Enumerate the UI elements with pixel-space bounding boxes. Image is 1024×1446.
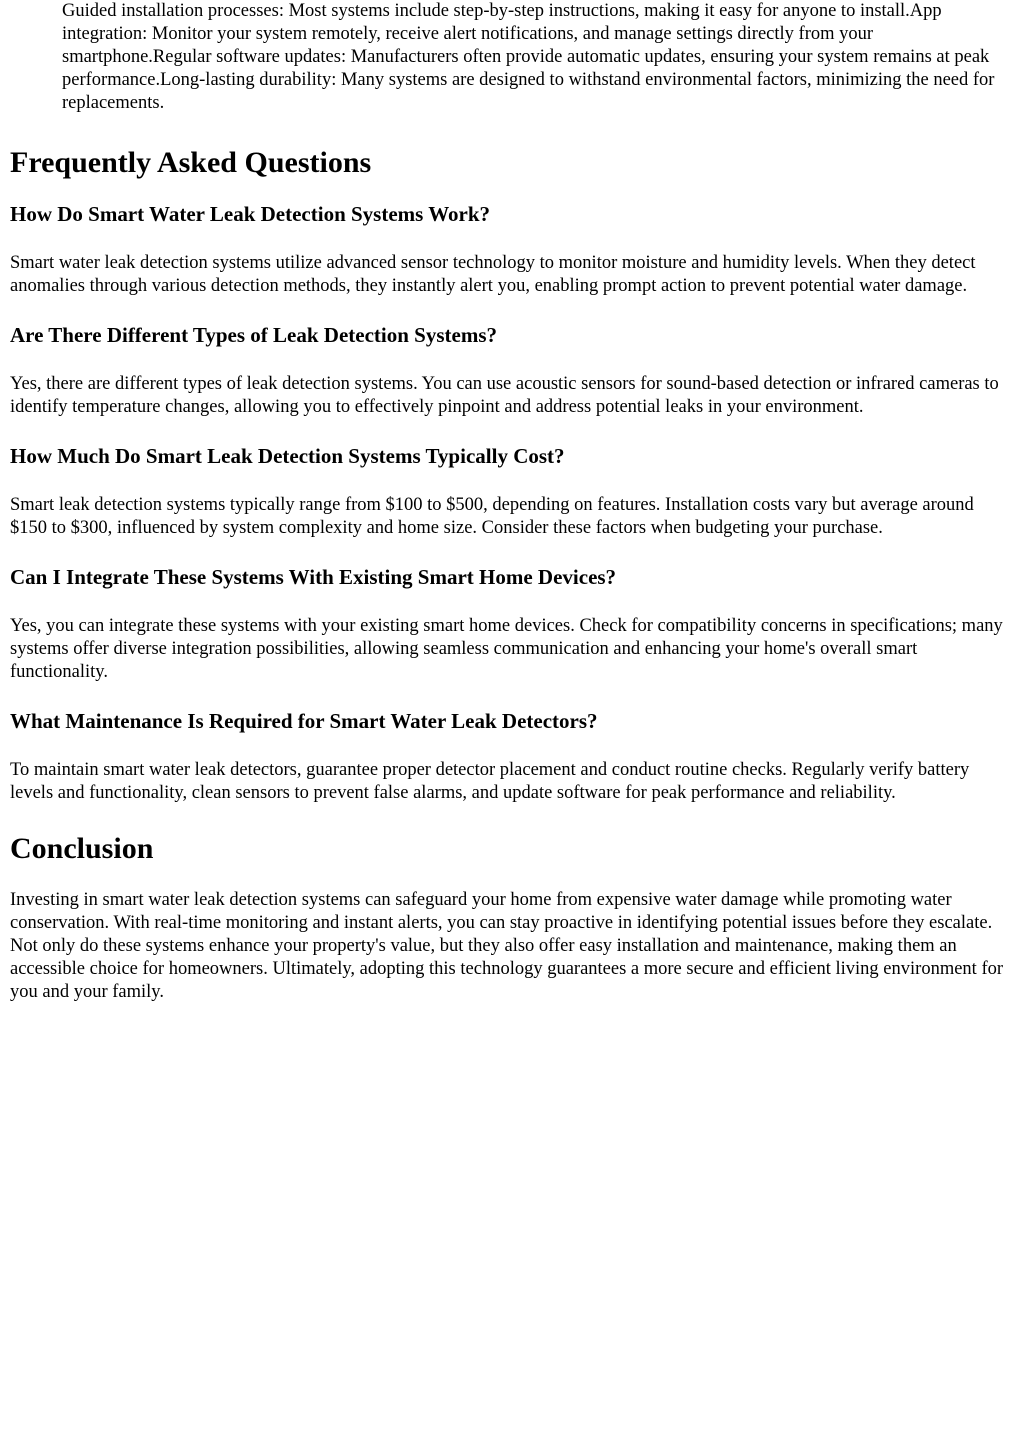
faq-answer: To maintain smart water leak detectors, guarantee proper detector placement and conduct routine checks. Regularly verify battery levels and functionality, clean sensors to prevent false alarms, and update software for peak performance and reliability. — [10, 760, 970, 803]
faq-answer: Smart leak detection systems typically range from $100 to $500, depending on features. Installation costs vary but average around $150 to $300, influenced by system complexity and home size. Consider these factors when budgeting your purchase. — [10, 495, 974, 538]
faq-item — [10, 201, 1014, 298]
faq-section — [10, 201, 1014, 805]
faq-answer: Yes, there are different types of leak detection systems. You can use acoustic sensors for sound-based detection or infrared cameras to identify temperature changes, allowing you to effectively pinpoint and address potential leaks in your environment. — [10, 374, 999, 417]
faq-question: How Do Smart Water Leak Detection Systems Work? — [10, 202, 491, 226]
faq-item — [10, 564, 1014, 684]
faq-heading: Frequently Asked Questions — [10, 146, 372, 179]
faq-question: What Maintenance Is Required for Smart Water Leak Detectors? — [10, 709, 598, 733]
conclusion-heading: Conclusion — [10, 832, 154, 865]
faq-question: Can I Integrate These Systems With Existing Smart Home Devices? — [10, 565, 617, 589]
faq-item — [10, 708, 1014, 805]
conclusion-text: Investing in smart water leak detection systems can safeguard your home from expensive water damage while promoting water conservation. With real-time monitoring and instant alerts, you can stay proactive in identifying potential issues before they escalate. Not only do these systems enhance your property's value, but they also offer easy installation and maintenance, making them an accessible choice for homeowners. Ultimately, adopting this technology guarantees a more secure and efficient living environment for you and your family. — [10, 890, 1004, 1002]
faq-answer: Yes, you can integrate these systems with your existing smart home devices. Check for compatibility concerns in specifications; many systems offer diverse integration possibilities, allowing seamless communication and enhancing your home's overall smart functionality. — [10, 616, 1003, 682]
faq-question: How Much Do Smart Leak Detection Systems Typically Cost? — [10, 444, 565, 468]
faq-question: Are There Different Types of Leak Detection Systems? — [10, 323, 498, 347]
faq-item — [10, 443, 1014, 540]
intro-list-text: Guided installation processes: Most systems include step-by-step instructions, making it easy for anyone to install.App integration: Monitor your system remotely, receive alert notifications, and manage settings directly from your smartphone.Regular software updates: Manufacturers often provide automatic updates, ensuring your system remains at peak performance.Long-lasting durability: Many systems are designed to withstand environmental factors, minimizing the need for replacements. — [62, 1, 995, 113]
faq-item — [10, 322, 1014, 419]
faq-answer: Smart water leak detection systems utilize advanced sensor technology to monitor moisture and humidity levels. When they detect anomalies through various detection methods, they instantly alert you, enabling prompt action to prevent potential water damage. — [10, 253, 976, 296]
